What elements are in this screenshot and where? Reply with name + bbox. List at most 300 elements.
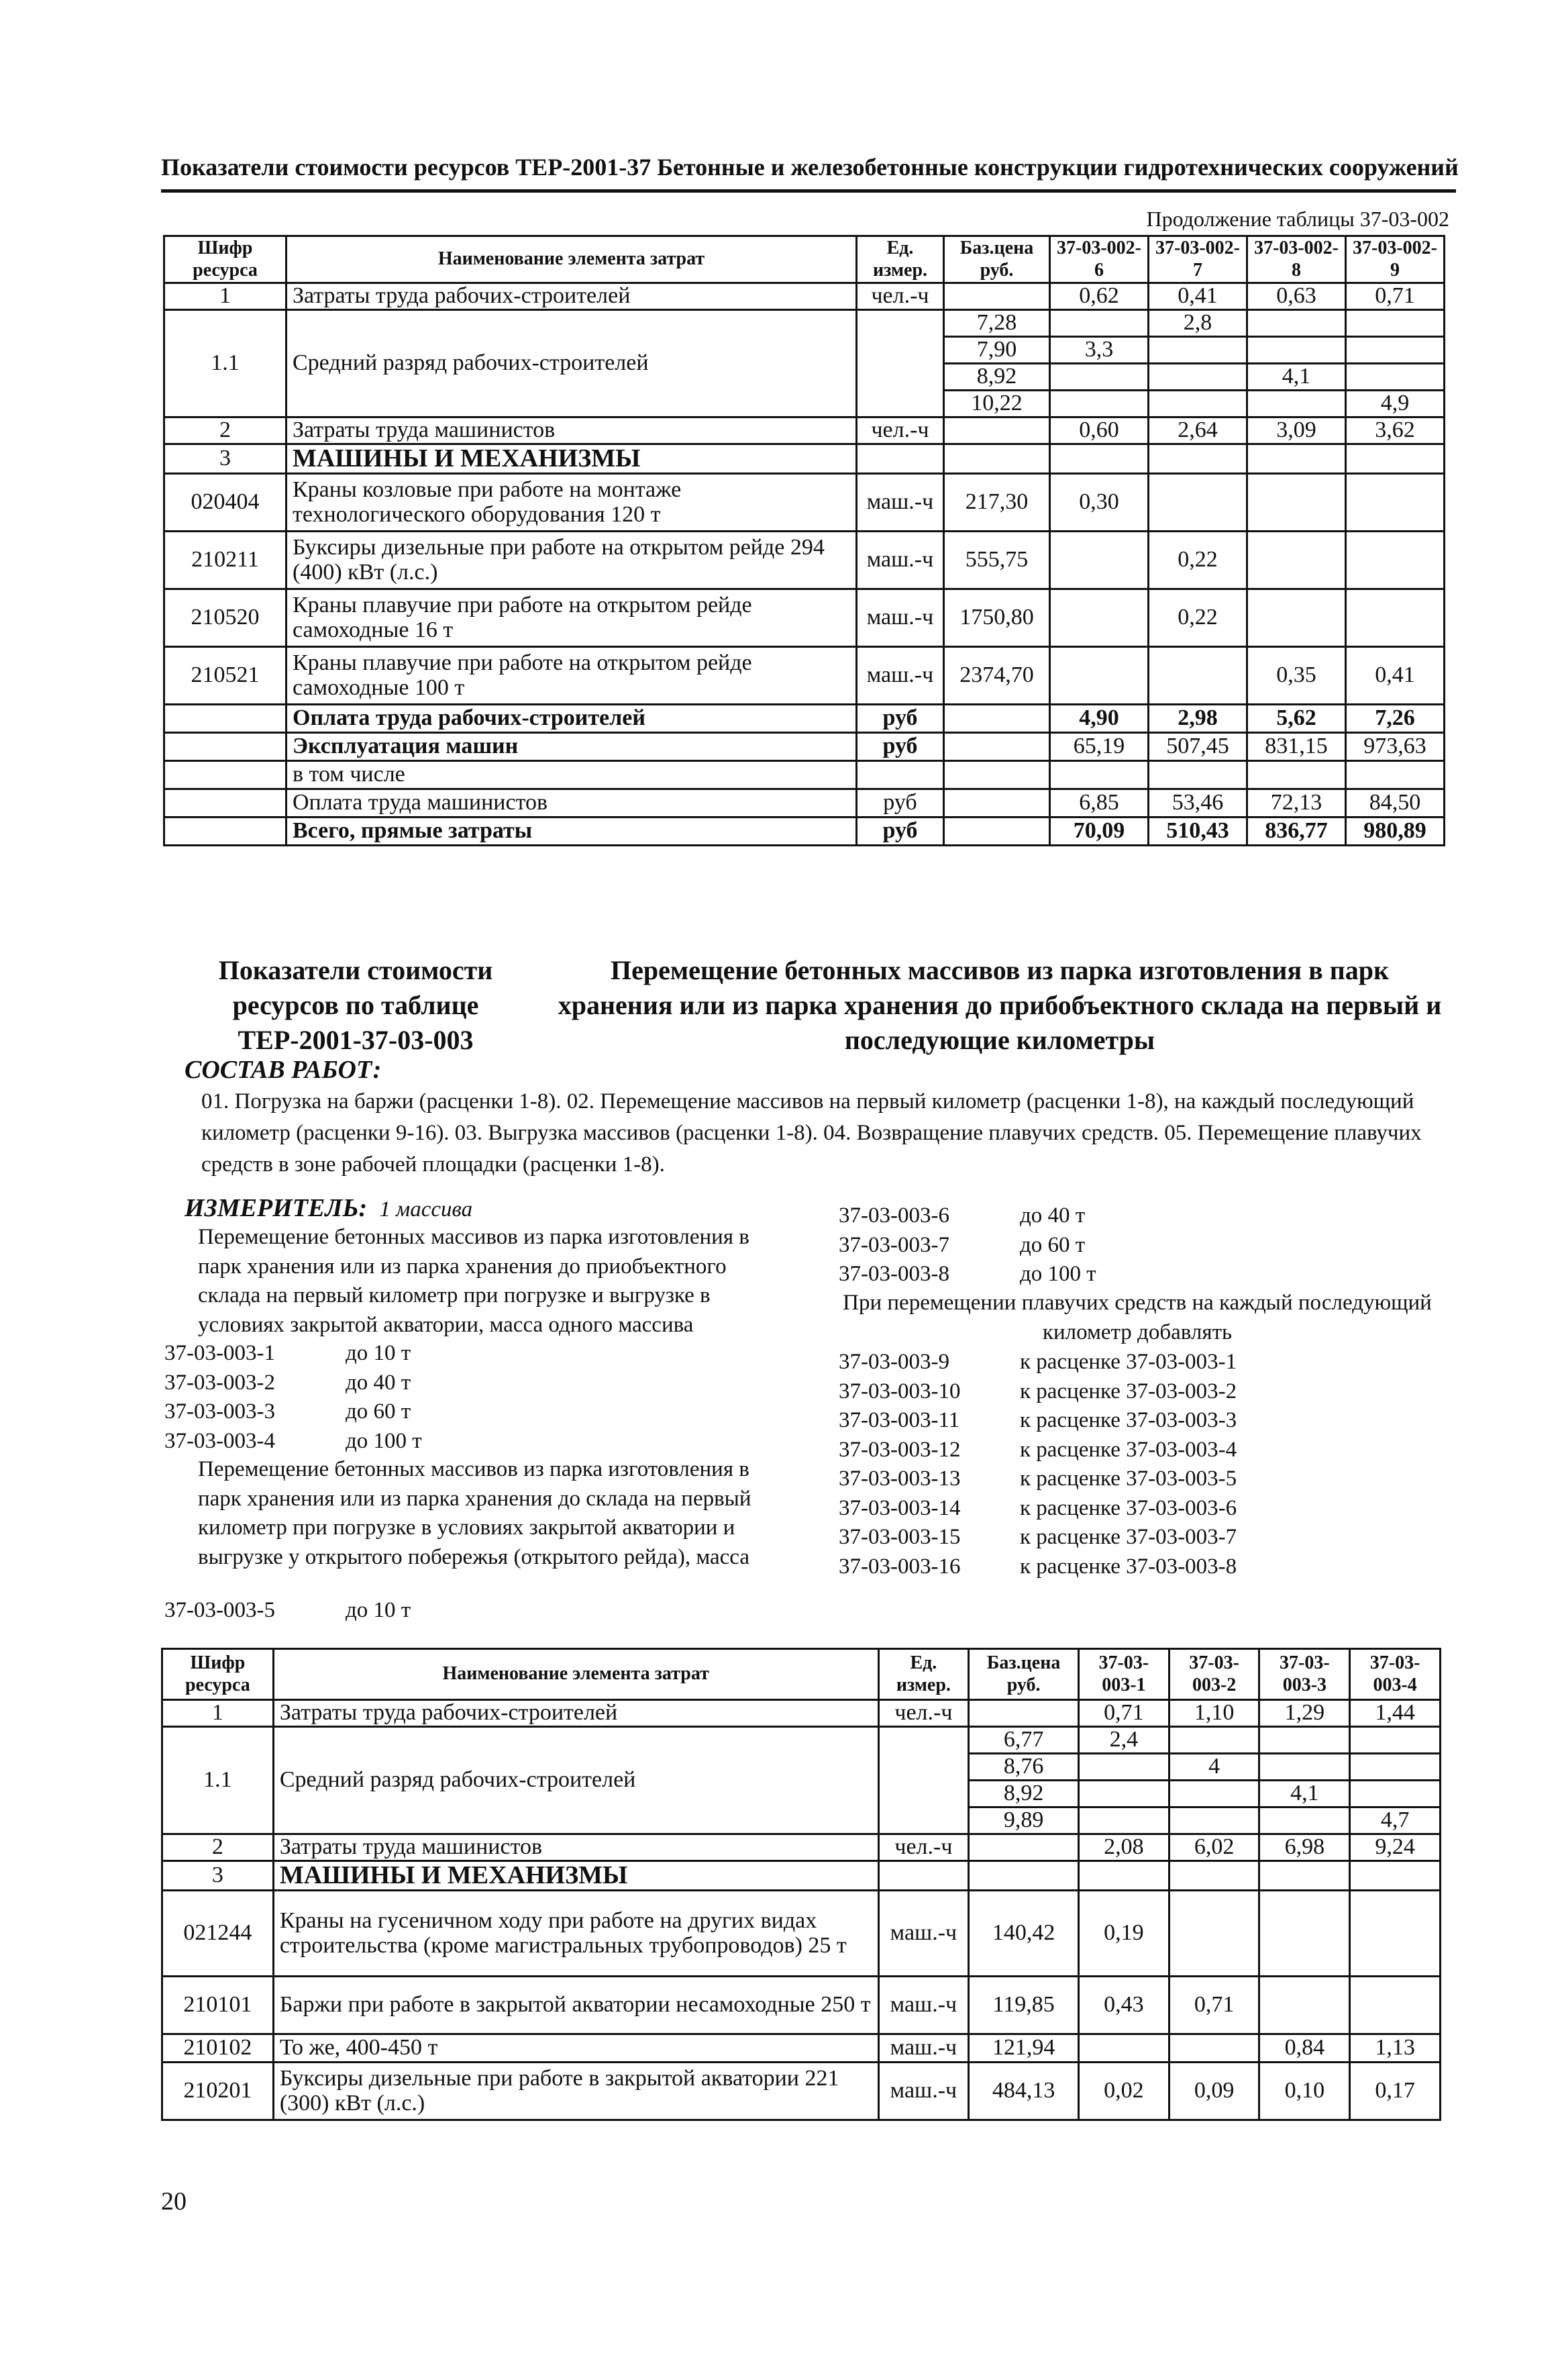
table-row	[164, 705, 1445, 733]
col-header-price: Баз.цена руб.	[969, 1649, 1079, 1700]
table-row	[162, 2063, 1441, 2120]
cell-price	[944, 761, 1050, 789]
table-row	[164, 733, 1445, 761]
list-item	[164, 1397, 422, 1427]
cell-unit	[878, 1861, 969, 1891]
list-item	[839, 1260, 1096, 1289]
cell-unit: чел.-ч	[857, 417, 944, 444]
cell-name: Средний разряд рабочих-строителей	[273, 1727, 878, 1834]
cell-price: 555,75	[944, 532, 1050, 589]
cell-value	[1350, 1861, 1441, 1891]
left-description-1: Перемещение бетонных массивов из парка изготовления в парк хранения или из парка хранения до приобъектного склада на первый километр при погрузке и выгрузке в условиях закрытой акватории, масса одного массива	[198, 1225, 749, 1337]
cell-price	[944, 444, 1050, 474]
rate-text: к расценке 37-03-003-8	[1020, 1554, 1237, 1579]
cell-code	[164, 733, 287, 761]
list-item	[164, 1427, 422, 1456]
cell-price: 2374,70	[944, 647, 1050, 705]
cell-code: 210101	[162, 1977, 274, 2034]
cell-price	[944, 817, 1050, 846]
list-item	[839, 1552, 1237, 1582]
col-header-rate-1: 37-03-002-6	[1050, 236, 1149, 283]
cell-price	[969, 1700, 1079, 1727]
rate-text: к расценке 37-03-003-5	[1020, 1467, 1237, 1491]
cell-price: 1750,80	[944, 589, 1050, 647]
cell-name: Затраты труда машинистов	[273, 1834, 878, 1861]
cell-price	[969, 1861, 1079, 1891]
cell-name: Буксиры дизельные при работе в закрытой акватории 221 (300) кВт (л.с.)	[273, 2063, 878, 2120]
rate-code: 37-03-003-6	[839, 1203, 949, 1228]
rate-text: до 60 т	[1020, 1232, 1086, 1257]
cell-value	[1247, 589, 1346, 647]
cell-grade: 6,77	[969, 1727, 1079, 1754]
cell-value: 65,19	[1050, 733, 1149, 761]
cell-value: 0,71	[1346, 283, 1445, 310]
cell-value: 0,17	[1350, 2063, 1441, 2120]
cell-name: Краны плавучие при работе на открытом рейде самоходные 16 т	[287, 589, 857, 647]
cell-unit: руб	[857, 705, 944, 733]
cell-code: 1.1	[162, 1727, 274, 1834]
cell-value: 3,3	[1050, 337, 1149, 364]
rate-code: 37-03-003-13	[839, 1467, 961, 1491]
cell-name: Затраты труда рабочих-строителей	[287, 283, 857, 310]
cell-value	[1169, 1727, 1259, 1754]
col-header-code: Шифр ресурса	[164, 236, 287, 283]
table-row	[164, 647, 1445, 705]
cell-value	[1259, 1807, 1350, 1834]
cell-unit: маш.-ч	[878, 2034, 969, 2063]
cell-grade: 7,90	[944, 337, 1050, 364]
col-header-code: Шифр ресурса	[162, 1649, 274, 1700]
cell-value: 1,10	[1169, 1700, 1259, 1727]
rate-code: 37-03-003-8	[839, 1262, 949, 1287]
rate-code: 37-03-003-7	[839, 1232, 949, 1257]
cell-value: 0,63	[1247, 283, 1346, 310]
left-description-2: Перемещение бетонных массивов из парка изготовления в парк хранения или из парка хранения до склада на первый километр при погрузке в условиях закрытой акватории и выгрузке у открытого побережья (открытого рейда), масса	[198, 1457, 751, 1569]
cell-value	[1350, 1781, 1441, 1807]
cell-code: 2	[164, 417, 287, 444]
cell-name: Средний разряд рабочих-строителей	[287, 310, 857, 417]
meter-unit: 1 массива	[379, 1197, 473, 1222]
rate-code: 37-03-003-4	[164, 1428, 275, 1453]
rate-text: до 100 т	[1020, 1262, 1096, 1287]
cell-value: 6,98	[1259, 1834, 1350, 1861]
cell-value	[1259, 1977, 1350, 2034]
cell-value	[1247, 761, 1346, 789]
cell-value: 0,41	[1346, 647, 1445, 705]
cell-value: 4,7	[1350, 1807, 1441, 1834]
list-item	[839, 1523, 1237, 1552]
rate-text: к расценке 37-03-003-7	[1020, 1525, 1237, 1550]
cell-price	[944, 417, 1050, 444]
cell-code: 1	[164, 283, 287, 310]
cell-value: 1,29	[1259, 1700, 1350, 1727]
cell-value: 510,43	[1149, 817, 1247, 846]
cell-unit: маш.-ч	[857, 647, 944, 705]
works-text: 01. Погрузка на баржи (расценки 1-8). 02. Перемещение массивов на первый километр (расценки 1-8), на каждый последующий километр (расценки 9-16). 03. Выгрузка массивов (расценки 1-8). 04. Возвращение плавучих средств. 05. Перемещение плавучих средств в зоне рабочей площадки (расценки 1-8).	[201, 1089, 1422, 1177]
col-header-rate-4: 37-03-002-9	[1346, 236, 1445, 283]
cell-code: 2	[162, 1834, 274, 1861]
col-header-price: Баз.цена руб.	[944, 236, 1050, 283]
cell-value	[1350, 1977, 1441, 2034]
cell-value	[1149, 444, 1247, 474]
cell-value: 6,02	[1169, 1834, 1259, 1861]
cell-code: 3	[164, 444, 287, 474]
rate-code: 37-03-003-9	[839, 1350, 949, 1374]
rate-text: до 10 т	[346, 1341, 411, 1365]
cell-value	[1346, 474, 1445, 532]
cell-unit: маш.-ч	[878, 1977, 969, 2034]
cell-value: 0,02	[1079, 2063, 1169, 2120]
col-header-rate-4: 37-03-003-4	[1350, 1649, 1441, 1700]
cell-grade: 10,22	[944, 391, 1050, 417]
table-row	[164, 283, 1445, 310]
cell-value	[1169, 2034, 1259, 2063]
cell-value	[1169, 1781, 1259, 1807]
col-header-unit: Ед. измер.	[878, 1649, 969, 1700]
meter-label: ИЗМЕРИТЕЛЬ:	[185, 1194, 368, 1222]
cell-value	[1350, 1727, 1441, 1754]
cell-value: 0,43	[1079, 1977, 1169, 2034]
cell-value: 1,44	[1350, 1700, 1441, 1727]
cell-value	[1346, 364, 1445, 391]
table-continuation-note: Продолжение таблицы 37-03-002	[1146, 207, 1449, 231]
cell-value: 0,41	[1149, 283, 1247, 310]
rate-text: до 10 т	[346, 1598, 411, 1622]
cell-value	[1149, 474, 1247, 532]
page-number: 20	[161, 2187, 187, 2216]
list-item	[839, 1494, 1237, 1524]
resource-table-37-03-002	[163, 235, 1445, 846]
cell-unit: маш.-ч	[857, 589, 944, 647]
cell-name: Краны на гусеничном ходу при работе на других видах строительства (кроме магистральных трубопроводов) 25 т	[273, 1891, 878, 1977]
cell-price	[944, 733, 1050, 761]
list-item	[839, 1231, 1096, 1260]
cell-value: 831,15	[1247, 733, 1346, 761]
rate-code: 37-03-003-1	[164, 1341, 275, 1365]
rate-code: 37-03-003-16	[839, 1554, 961, 1579]
cell-code: 1	[162, 1700, 274, 1727]
cell-name: Оплата труда рабочих-строителей	[287, 705, 857, 733]
table-row	[164, 417, 1445, 444]
cell-value: 1,13	[1350, 2034, 1441, 2063]
table-header-row	[164, 236, 1445, 283]
cell-value: 2,98	[1149, 705, 1247, 733]
cell-value	[1050, 444, 1149, 474]
cell-value: 4	[1169, 1754, 1259, 1781]
rate-text: до 100 т	[346, 1428, 422, 1453]
cell-value: 3,09	[1247, 417, 1346, 444]
cell-value	[1247, 391, 1346, 417]
cell-price	[944, 283, 1050, 310]
list-item	[839, 1201, 1096, 1231]
cell-value	[1346, 761, 1445, 789]
cell-grade: 9,89	[969, 1807, 1079, 1834]
cell-name: в том числе	[287, 761, 857, 789]
cell-value: 0,60	[1050, 417, 1149, 444]
cell-value: 6,85	[1050, 789, 1149, 817]
cell-value	[1259, 1861, 1350, 1891]
cell-value: 0,35	[1247, 647, 1346, 705]
cell-value	[1169, 1891, 1259, 1977]
resource-table-37-03-003	[161, 1648, 1441, 2121]
right-note: При перемещении плавучих средств на каждый последующий километр добавлять	[843, 1291, 1432, 1344]
cell-value	[1247, 337, 1346, 364]
col-header-rate-3: 37-03-002-8	[1247, 236, 1346, 283]
cell-value: 4,1	[1247, 364, 1346, 391]
cell-value	[1149, 761, 1247, 789]
cell-value	[1050, 532, 1149, 589]
col-header-rate-2: 37-03-003-2	[1169, 1649, 1259, 1700]
cell-value	[1050, 364, 1149, 391]
cell-unit: руб	[857, 789, 944, 817]
rate-code: 37-03-003-10	[839, 1379, 961, 1403]
cell-value	[1149, 364, 1247, 391]
col-header-unit: Ед. измер.	[857, 236, 944, 283]
cell-value	[1050, 589, 1149, 647]
cell-price: 119,85	[969, 1977, 1079, 2034]
cell-unit: маш.-ч	[857, 532, 944, 589]
cell-value	[1050, 761, 1149, 789]
cell-name: Краны плавучие при работе на открытом рейде самоходные 100 т	[287, 647, 857, 705]
table-row	[162, 2034, 1441, 2063]
table-row	[162, 1834, 1441, 1861]
cell-code: 1.1	[164, 310, 287, 417]
cell-value: 3,62	[1346, 417, 1445, 444]
cell-code: 3	[162, 1861, 274, 1891]
table-row	[162, 1891, 1441, 1977]
cell-value: 2,08	[1079, 1834, 1169, 1861]
rate-text: к расценке 37-03-003-1	[1020, 1350, 1237, 1374]
cell-price	[969, 1834, 1079, 1861]
cell-code: 210521	[164, 647, 287, 705]
cell-value	[1247, 310, 1346, 337]
rate-text: до 40 т	[346, 1370, 411, 1395]
cell-unit	[857, 444, 944, 474]
cell-name: Затраты труда рабочих-строителей	[273, 1700, 878, 1727]
cell-section-title: МАШИНЫ И МЕХАНИЗМЫ	[287, 444, 857, 474]
table-row	[164, 474, 1445, 532]
cell-value: 0,62	[1050, 283, 1149, 310]
rate-text: до 60 т	[346, 1399, 411, 1424]
cell-value: 0,84	[1259, 2034, 1350, 2063]
list-item	[839, 1406, 1237, 1436]
cell-value: 4,9	[1346, 391, 1445, 417]
rate-code: 37-03-003-2	[164, 1370, 275, 1395]
rate-text: к расценке 37-03-003-2	[1020, 1379, 1237, 1403]
table-row	[164, 532, 1445, 589]
col-header-rate-2: 37-03-002-7	[1149, 236, 1247, 283]
table-row	[162, 1727, 1441, 1754]
list-item	[839, 1465, 1237, 1494]
list-item	[839, 1436, 1237, 1465]
cell-name: Всего, прямые затраты	[287, 817, 857, 846]
cell-value	[1169, 1861, 1259, 1891]
cell-name: Эксплуатация машин	[287, 733, 857, 761]
cell-code	[164, 789, 287, 817]
rate-code: 37-03-003-3	[164, 1399, 275, 1424]
cell-value	[1259, 1891, 1350, 1977]
cell-value: 973,63	[1346, 733, 1445, 761]
rate-code: 37-03-003-15	[839, 1525, 961, 1550]
table-row	[162, 1977, 1441, 2034]
cell-value	[1149, 337, 1247, 364]
cell-value: 0,30	[1050, 474, 1149, 532]
cell-value: 2,4	[1079, 1727, 1169, 1754]
cell-value	[1259, 1727, 1350, 1754]
list-item	[839, 1377, 1237, 1407]
cell-value: 2,8	[1149, 310, 1247, 337]
cell-code: 210102	[162, 2034, 274, 2063]
cell-price	[944, 789, 1050, 817]
cell-code: 210520	[164, 589, 287, 647]
cell-value	[1346, 337, 1445, 364]
table-row	[162, 1861, 1441, 1891]
right-code-list-1	[839, 1201, 1096, 1289]
cell-price: 140,42	[969, 1891, 1079, 1977]
cell-value	[1247, 444, 1346, 474]
rate-text: к расценке 37-03-003-3	[1020, 1408, 1237, 1433]
running-header: Показатели стоимости ресурсов ТЕР-2001-37 Бетонные и железобетонные конструкции гидротехнических сооружений	[161, 153, 1456, 193]
cell-grade: 8,76	[969, 1754, 1079, 1781]
cell-value: 53,46	[1149, 789, 1247, 817]
cell-value	[1079, 1861, 1169, 1891]
cell-grade: 8,92	[969, 1781, 1079, 1807]
cell-unit: руб	[857, 817, 944, 846]
list-item	[164, 1596, 411, 1626]
cell-unit: чел.-ч	[857, 283, 944, 310]
table-row	[164, 444, 1445, 474]
cell-value	[1247, 474, 1346, 532]
col-header-rate-1: 37-03-003-1	[1079, 1649, 1169, 1700]
cell-value: 0,22	[1149, 532, 1247, 589]
cell-unit: чел.-ч	[878, 1834, 969, 1861]
cell-value: 7,26	[1346, 705, 1445, 733]
cell-code: 210211	[164, 532, 287, 589]
cell-value: 4,1	[1259, 1781, 1350, 1807]
cell-name: Баржи при работе в закрытой акватории несамоходные 250 т	[273, 1977, 878, 2034]
cell-value	[1079, 1781, 1169, 1807]
cell-code: 021244	[162, 1891, 274, 1977]
cell-value	[1079, 1754, 1169, 1781]
cell-value	[1149, 647, 1247, 705]
cell-unit: руб	[857, 733, 944, 761]
list-item	[164, 1339, 422, 1369]
works-label: СОСТАВ РАБОТ:	[185, 1056, 382, 1084]
list-item	[164, 1369, 422, 1398]
cell-unit: чел.-ч	[878, 1700, 969, 1727]
cell-name: Буксиры дизельные при работе на открытом рейде 294 (400) кВт (л.с.)	[287, 532, 857, 589]
cell-name: Краны козловые при работе на монтаже технологического оборудования 120 т	[287, 474, 857, 532]
cell-value	[1346, 532, 1445, 589]
table-row	[164, 310, 1445, 337]
cell-price: 484,13	[969, 2063, 1079, 2120]
cell-price: 217,30	[944, 474, 1050, 532]
right-code-list-2	[839, 1348, 1237, 1581]
cell-value: 84,50	[1346, 789, 1445, 817]
cell-name: То же, 400-450 т	[273, 2034, 878, 2063]
left-code-last	[164, 1596, 411, 1626]
rate-code: 37-03-003-11	[839, 1408, 960, 1433]
cell-value	[1259, 1754, 1350, 1781]
table-row	[164, 789, 1445, 817]
left-code-list	[164, 1339, 422, 1456]
cell-unit	[857, 310, 944, 417]
cell-value: 980,89	[1346, 817, 1445, 846]
col-header-rate-3: 37-03-003-3	[1259, 1649, 1350, 1700]
cell-grade: 7,28	[944, 310, 1050, 337]
cell-value: 836,77	[1247, 817, 1346, 846]
cell-value	[1247, 532, 1346, 589]
table-header-row	[162, 1649, 1441, 1700]
cell-value: 72,13	[1247, 789, 1346, 817]
cell-code: 210201	[162, 2063, 274, 2120]
cell-value: 0,10	[1259, 2063, 1350, 2120]
rate-text: к расценке 37-03-003-6	[1020, 1495, 1237, 1520]
rate-text: к расценке 37-03-003-4	[1020, 1437, 1237, 1462]
table-row	[164, 761, 1445, 789]
col-header-name: Наименование элемента затрат	[273, 1649, 878, 1700]
cell-value	[1050, 310, 1149, 337]
cell-unit: маш.-ч	[857, 474, 944, 532]
cell-unit: маш.-ч	[878, 2063, 969, 2120]
table-row	[164, 817, 1445, 846]
cell-value: 0,09	[1169, 2063, 1259, 2120]
cell-value	[1050, 647, 1149, 705]
cell-code	[164, 761, 287, 789]
table-row	[164, 589, 1445, 647]
cell-unit	[878, 1727, 969, 1834]
cell-value: 507,45	[1149, 733, 1247, 761]
rate-text: до 40 т	[1020, 1203, 1086, 1228]
meter-line	[185, 1193, 472, 1223]
cell-value: 4,90	[1050, 705, 1149, 733]
cell-value: 0,71	[1169, 1977, 1259, 2034]
cell-value	[1079, 2034, 1169, 2063]
cell-value	[1346, 310, 1445, 337]
cell-value	[1169, 1807, 1259, 1834]
cell-price	[944, 705, 1050, 733]
section-right-title: Перемещение бетонных массивов из парка изготовления в парк хранения или из парка хранения до прибобъектного склада на первый и последующие километры	[558, 955, 1442, 1055]
cell-unit	[857, 761, 944, 789]
cell-value: 9,24	[1350, 1834, 1441, 1861]
list-item	[839, 1348, 1237, 1377]
cell-name: Затраты труда машинистов	[287, 417, 857, 444]
cell-code	[164, 817, 287, 846]
cell-value: 0,71	[1079, 1700, 1169, 1727]
cell-value	[1350, 1891, 1441, 1977]
cell-name: Оплата труда машинистов	[287, 789, 857, 817]
cell-value	[1050, 391, 1149, 417]
cell-section-title: МАШИНЫ И МЕХАНИЗМЫ	[273, 1861, 878, 1891]
cell-price: 121,94	[969, 2034, 1079, 2063]
rate-code: 37-03-003-5	[164, 1598, 275, 1622]
cell-value: 0,22	[1149, 589, 1247, 647]
table-row	[162, 1700, 1441, 1727]
cell-value: 5,62	[1247, 705, 1346, 733]
cell-value	[1350, 1754, 1441, 1781]
cell-code: 020404	[164, 474, 287, 532]
rate-code: 37-03-003-12	[839, 1437, 961, 1462]
section-left-title: Показатели стоимости ресурсов по таблице ТЕР-2001-37-03-003	[218, 955, 493, 1055]
cell-value	[1346, 589, 1445, 647]
cell-code	[164, 705, 287, 733]
col-header-name: Наименование элемента затрат	[287, 236, 857, 283]
cell-value	[1079, 1807, 1169, 1834]
cell-value: 70,09	[1050, 817, 1149, 846]
rate-code: 37-03-003-14	[839, 1495, 961, 1520]
cell-value	[1346, 444, 1445, 474]
cell-value	[1149, 391, 1247, 417]
